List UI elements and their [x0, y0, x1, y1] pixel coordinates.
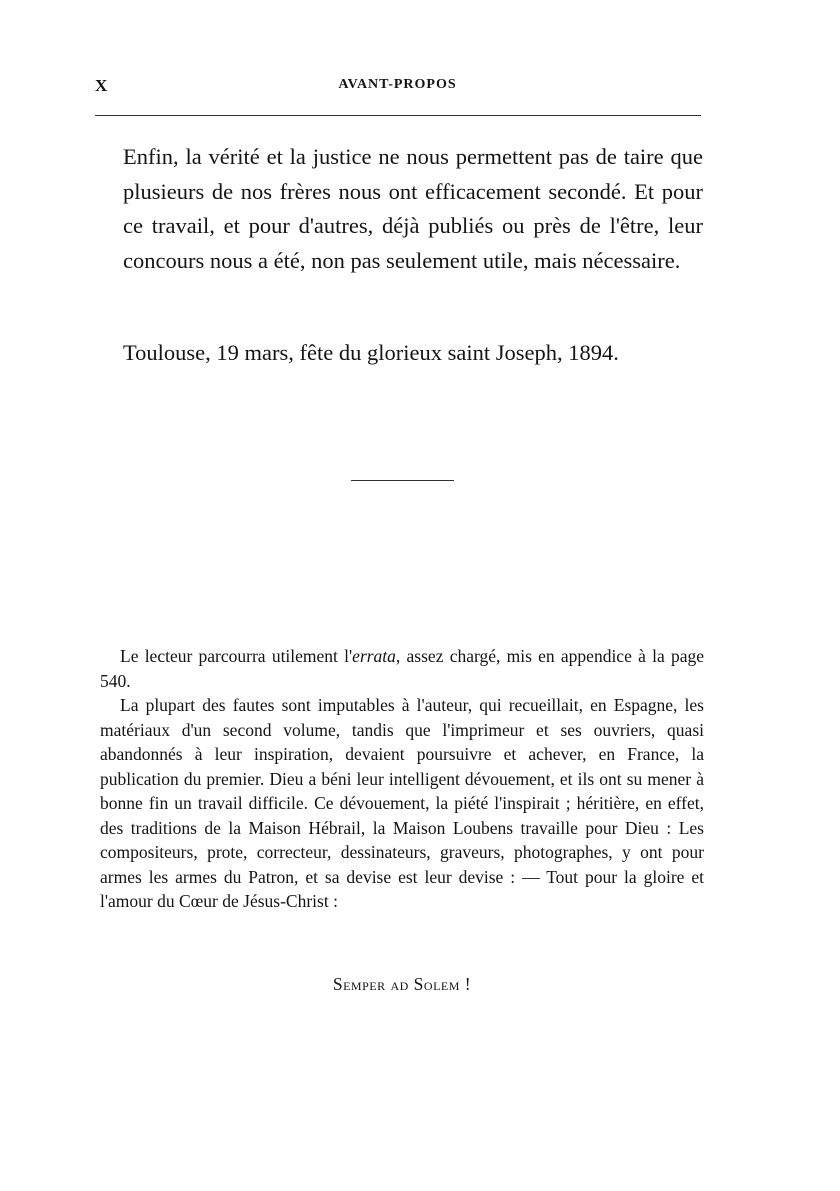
running-head: AVANT-PROPOS [338, 77, 457, 92]
main-paragraph: Enfin, la vérité et la justice ne nous permettent pas de taire que plusieurs de nos frères nous ont efficacement secondé. Et pour ce travail, et pour d'autres, déjà publiés ou près de l'être, leur concours nous a été, non pas seulement utile, mais nécessaire. [123, 144, 703, 273]
page-header [95, 76, 700, 98]
page-number: X [95, 76, 108, 95]
header-rule [95, 115, 701, 116]
note-paragraph-errata [100, 644, 704, 693]
note-paragraph-faults: La plupart des fautes sont imputables à l'auteur, qui recueillait, en Espagne, les matériaux d'un second volume, tandis que l'imprimeur et ses ouvriers, quasi abandonnés à leur inspiration, devaient poursuivre et achever, en France, la publication du premier. Dieu a béni leur intelligent dévouement, et ils ont su mener à bonne fin un travail difficile. Ce dévouement, la piété l'inspirait ; héritière, en effet, des traditions de la Maison Hébrail, la Maison Loubens travaille pour Dieu : Les compositeurs, prote, correcteur, dessinateurs, graveurs, photographes, y ont pour armes les armes du Patron, et sa devise est leur devise : — Tout pour la gloire et l'amour du Cœur de Jésus-Christ : [100, 695, 704, 911]
section-divider [351, 480, 454, 481]
note-text: , assez chargé, mis en appendice à la page 540. [100, 646, 704, 691]
printer-note [100, 644, 704, 914]
signoff-line: Toulouse, 19 mars, fête du glorieux saint Joseph, 1894. [123, 340, 619, 365]
note-text: Le lecteur parcourra utilement l' [120, 646, 353, 666]
errata-term: errata [352, 646, 396, 666]
motto: Semper ad Solem ! [332, 974, 472, 994]
